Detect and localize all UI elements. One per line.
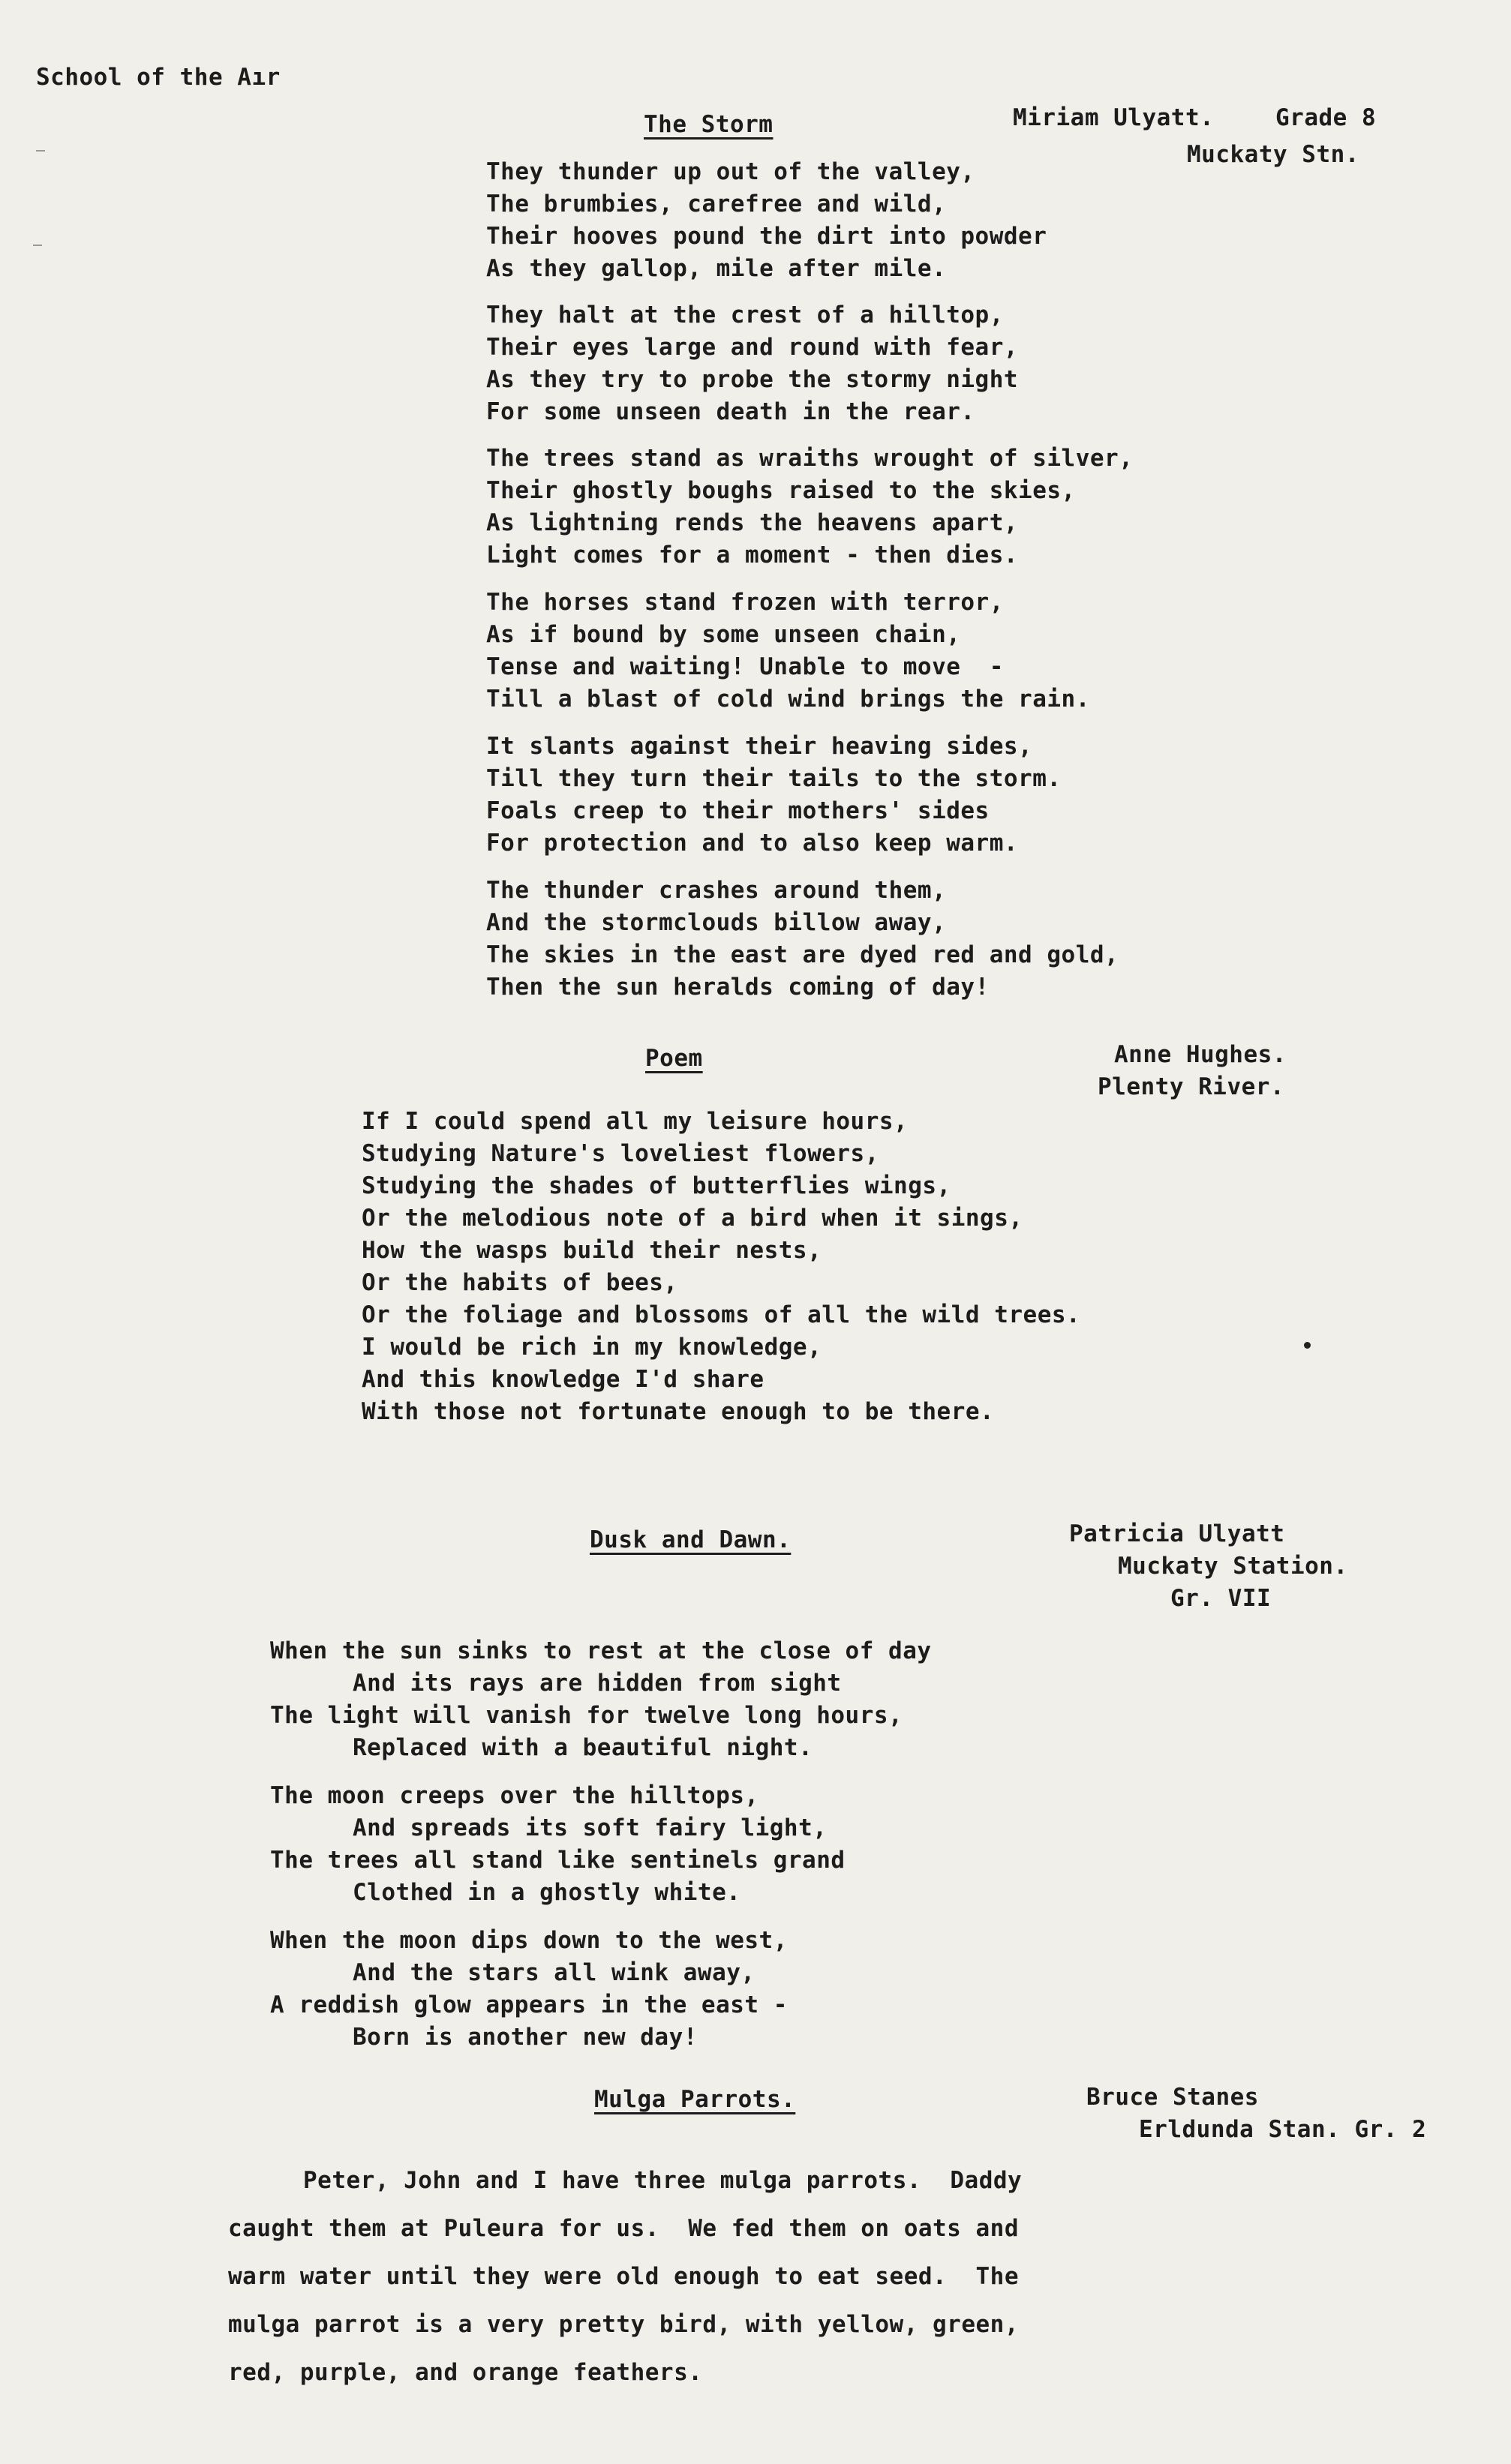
poem-line: Born is another new day! — [353, 2024, 698, 2051]
poem-line: For protection and to also keep warm. — [486, 830, 1019, 857]
stanza — [486, 731, 1062, 860]
poem-line: The light will vanish for twelve long hours, — [270, 1702, 903, 1729]
stanza — [270, 1925, 788, 2054]
poem-line: As if bound by some unseen chain, — [486, 621, 961, 648]
poem-line: The skies in the east are dyed red and gold, — [486, 941, 1119, 968]
prose-line: warm water until they were old enough to eat seed. The — [228, 2263, 1019, 2290]
stanza — [486, 587, 1090, 716]
poem-line: Their eyes large and round with fear, — [486, 334, 1019, 361]
school-header: School of the Aır — [36, 64, 281, 91]
stanza — [486, 156, 1047, 285]
poem-line: Till a blast of cold wind brings the rain. — [486, 686, 1090, 713]
poem-station: Erldunda Stan. Gr. 2 — [1139, 2116, 1427, 2143]
poem-title-the-storm: The Storm — [644, 111, 774, 138]
poem-author: Bruce Stanes — [1086, 2084, 1259, 2111]
poem-line: Studying the shades of butterflies wings, — [362, 1172, 951, 1199]
poem-station: Plenty River. — [1098, 1073, 1285, 1100]
prose-line: red, purple, and orange feathers. — [228, 2359, 703, 2386]
poem-line: The moon creeps over the hilltops, — [270, 1782, 759, 1809]
prose-line: mulga parrot is a very pretty bird, with yellow, green, — [228, 2311, 1019, 2338]
poem-line: Their hooves pound the dirt into powder — [486, 223, 1047, 250]
poem-line: They thunder up out of the valley, — [486, 158, 975, 185]
poem-author: Patricia Ulyatt — [1069, 1520, 1285, 1547]
poem-line: Studying Nature's loveliest flowers, — [362, 1140, 879, 1167]
prose-line: Peter, John and I have three mulga parrots. Daddy — [303, 2167, 1023, 2194]
poem-line: The thunder crashes around them, — [486, 877, 947, 904]
poem-line: How the wasps build their nests, — [362, 1237, 822, 1264]
poem-line: A reddish glow appears in the east - — [270, 1991, 788, 2018]
poem-line: And spreads its soft fairy light, — [353, 1814, 828, 1841]
poem-line: Or the habits of bees, — [362, 1269, 678, 1296]
poem-line: Clothed in a ghostly white. — [353, 1879, 741, 1906]
poem-line: Replaced with a beautiful night. — [353, 1734, 813, 1761]
poem-title-dusk-and-dawn: Dusk and Dawn. — [590, 1526, 792, 1553]
poem-line: And the stars all wink away, — [353, 1959, 756, 1986]
prose-line: caught them at Puleura for us. We fed them on oats and — [228, 2215, 1019, 2242]
poem-grade: Gr. VII — [1170, 1585, 1272, 1612]
poem-title-poem: Poem — [645, 1045, 703, 1072]
poem-line: As lightning rends the heavens apart, — [486, 509, 1019, 536]
poem-line: Tense and waiting! Unable to move - — [486, 653, 1004, 680]
stanza — [486, 875, 1119, 1004]
poem-author: Anne Hughes. — [1114, 1041, 1287, 1068]
poem-line: Their ghostly boughs raised to the skies, — [486, 477, 1076, 504]
poem-line: The trees stand as wraiths wrought of silver, — [486, 445, 1134, 472]
margin-mark — [33, 245, 42, 246]
poem-line: Till they turn their tails to the storm. — [486, 765, 1062, 792]
poem-grade: Grade 8 — [1275, 104, 1377, 131]
poem-line: The trees all stand like sentinels grand — [270, 1847, 846, 1874]
poem-line: The brumbies, carefree and wild, — [486, 191, 947, 218]
poem-line: And the stormclouds billow away, — [486, 909, 947, 936]
poem-title-mulga-parrots: Mulga Parrots. — [594, 2086, 796, 2113]
poem-line: When the moon dips down to the west, — [270, 1927, 788, 1954]
stanza — [486, 443, 1133, 572]
poem-line: With those not fortunate enough to be there. — [362, 1398, 995, 1425]
poem-line: They halt at the crest of a hilltop, — [486, 302, 1004, 329]
poem-line: Or the melodious note of a bird when it sings, — [362, 1205, 1023, 1232]
poem-line: Then the sun heralds coming of day! — [486, 974, 990, 1001]
prose-paragraph — [228, 2156, 1022, 2396]
poem-line: I would be rich in my knowledge, — [362, 1334, 822, 1361]
poem-author: Miriam Ulyatt. — [1013, 104, 1215, 131]
poem-line: And its rays are hidden from sight — [353, 1670, 842, 1697]
ink-spot — [1304, 1342, 1311, 1349]
poem-station: Muckaty Station. — [1118, 1553, 1348, 1580]
poem-line: If I could spend all my leisure hours, — [362, 1108, 909, 1135]
poem-line: As they try to probe the stormy night — [486, 366, 1019, 393]
stanza — [362, 1106, 1080, 1428]
stanza — [270, 1780, 846, 1909]
poem-line: Foals creep to their mothers' sides — [486, 797, 990, 824]
poem-line: Or the foliage and blossoms of all the wild trees. — [362, 1301, 1081, 1328]
stanza — [270, 1635, 932, 1764]
poem-line: As they gallop, mile after mile. — [486, 255, 947, 282]
stanza — [486, 299, 1018, 428]
poem-line: For some unseen death in the rear. — [486, 398, 975, 425]
poem-line: Light comes for a moment - then dies. — [486, 542, 1019, 569]
poem-line: The horses stand frozen with terror, — [486, 589, 1004, 616]
poem-line: When the sun sinks to rest at the close of day — [270, 1637, 932, 1664]
poem-line: And this knowledge I'd share — [362, 1366, 765, 1393]
poem-station: Muckaty Stn. — [1187, 141, 1359, 168]
margin-mark — [36, 150, 45, 152]
poem-line: It slants against their heaving sides, — [486, 733, 1033, 760]
